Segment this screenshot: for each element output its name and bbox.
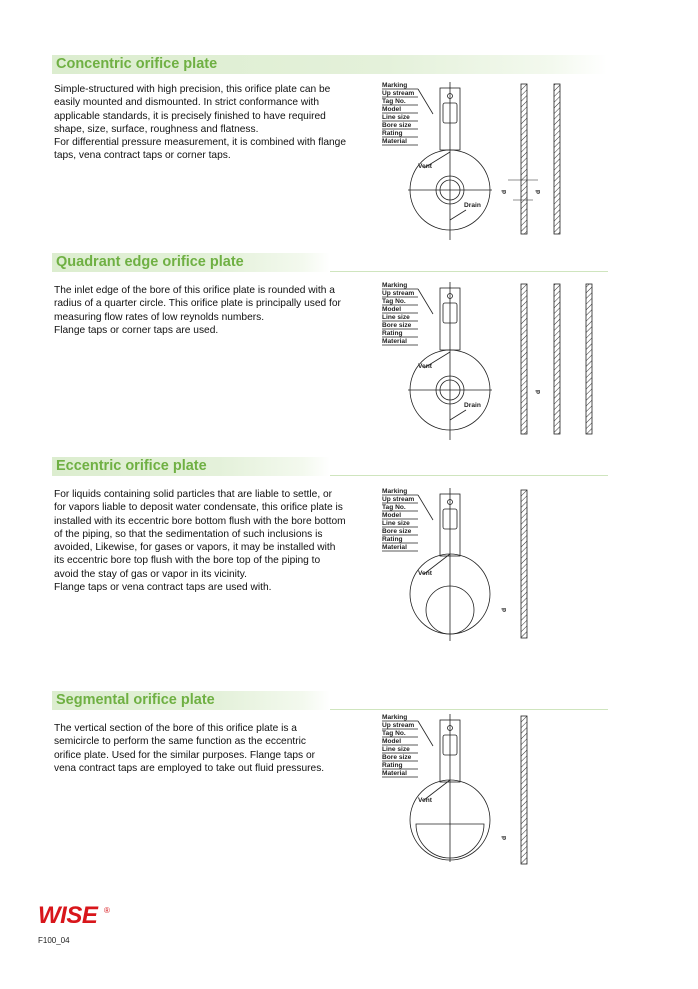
header-rule: [330, 271, 608, 272]
quadrant-plate-drawing: [378, 280, 598, 440]
segmental-plate-drawing: [378, 712, 538, 872]
tag-label-list: [382, 488, 414, 551]
section-title: Concentric orifice plate: [56, 56, 218, 72]
section-header-band: [52, 691, 330, 710]
tag-label: Tag No.: [382, 504, 406, 511]
dimension-label: d: [535, 189, 542, 194]
svg-text:d: d: [501, 189, 508, 194]
tag-label: Bore size: [382, 528, 412, 535]
description-text: For liquids containing solid particles that are liable to settle, or for vapors liable to deposit water condensate, this orifice plate is installed with its eccentric bore bottom flush with the bore bottom of the piping, so that the sedimentation of such inclusions is avoided, Likewise, for gases or vapors, it may be installed with its eccentric bore top flush with the bore top of the piping to avoid the stay of gas or vapor in its vicinity. Flange taps or vena contract taps are used with.: [54, 489, 346, 594]
tag-label: Material: [382, 544, 407, 551]
drain-label: Drain: [464, 402, 481, 409]
section-header-band: [52, 253, 330, 272]
side-view-c: [586, 284, 592, 434]
vent-label: Vent: [418, 363, 432, 370]
tag-label: Model: [382, 106, 402, 113]
eccentric-plate-drawing: [378, 486, 538, 646]
tag-label: Up stream: [382, 722, 415, 729]
tag-label: Line size: [382, 746, 410, 753]
tag-label: Model: [382, 512, 402, 519]
document-code: F100_04: [38, 936, 70, 945]
tag-label-list: [382, 82, 414, 145]
tag-label-list: [382, 714, 414, 777]
dimension-label: d: [535, 389, 542, 394]
tag-label: Rating: [382, 330, 403, 337]
dimension-label: d: [501, 835, 508, 840]
side-view-b: [554, 284, 560, 434]
tag-label-list: [382, 282, 414, 345]
wise-logo: WISE: [38, 902, 98, 929]
section-description: [54, 83, 346, 163]
tag-label: Up stream: [382, 90, 415, 97]
tag-label: Rating: [382, 130, 403, 137]
concentric-plate-drawing: [378, 80, 588, 240]
tag-label: Line size: [382, 114, 410, 121]
tag-label: Bore size: [382, 322, 412, 329]
description-text: The vertical section of the bore of this orifice plate is a semicircle to perform the same function as the eccentric orifice plate. Used for the similar purposes. Flange taps or vena contract taps are employed to take out fluid pressures.: [54, 723, 325, 774]
side-view-a: [521, 716, 527, 864]
tag-label: Tag No.: [382, 298, 406, 305]
tag-label: Line size: [382, 314, 410, 321]
registered-mark: ®: [104, 906, 110, 915]
header-rule: [330, 475, 608, 476]
vent-label: Vent: [418, 797, 432, 804]
section-header-band: [52, 55, 607, 74]
side-view-b: [535, 84, 560, 234]
tag-label: Bore size: [382, 754, 412, 761]
tag-label: Rating: [382, 536, 403, 543]
tag-label: Model: [382, 738, 402, 745]
section-description: [54, 488, 346, 594]
description-text: The inlet edge of the bore of this orifice plate is rounded with a radius of a quarter circle. This orifice plate is principally used for measuring flow rates of low reynolds numbers. Flange taps or corner taps are used.: [54, 285, 341, 336]
vent-label: Vent: [418, 570, 432, 577]
tag-label: Marking: [382, 714, 408, 721]
tag-label: Material: [382, 770, 407, 777]
tag-label: Up stream: [382, 496, 415, 503]
tag-label: Line size: [382, 520, 410, 527]
dimension-label: d: [501, 607, 508, 612]
side-view-a: [521, 284, 527, 434]
tag-label: Material: [382, 338, 407, 345]
section-title: Eccentric orifice plate: [56, 458, 207, 474]
tag-label: Material: [382, 138, 407, 145]
tag-label: Tag No.: [382, 730, 406, 737]
description-text: Simple-structured with high precision, this orifice plate can be easily mounted and dismounted. In strict conformance with applicable standards, it is precisely finished to have required shape, size, surface, roughness and flatness. For differential pressure measurement, it is combined with flange taps, vena contract taps or corner taps.: [54, 84, 346, 162]
drain-label: Drain: [464, 202, 481, 209]
section-description: [54, 284, 344, 337]
tag-label: Tag No.: [382, 98, 406, 105]
tag-label: Model: [382, 306, 402, 313]
tag-label: Marking: [382, 488, 408, 495]
tag-label: Bore size: [382, 122, 412, 129]
section-title: Segmental orifice plate: [56, 692, 215, 708]
tag-label: Marking: [382, 282, 408, 289]
section-title: Quadrant edge orifice plate: [56, 254, 244, 270]
vent-label: Vent: [418, 163, 432, 170]
tag-label: Up stream: [382, 290, 415, 297]
side-view-a: [501, 84, 538, 234]
tag-label: Rating: [382, 762, 403, 769]
header-rule: [330, 709, 608, 710]
section-description: [54, 722, 334, 775]
side-view-a: [521, 490, 527, 638]
tag-label: Marking: [382, 82, 408, 89]
section-header-band: [52, 457, 330, 476]
